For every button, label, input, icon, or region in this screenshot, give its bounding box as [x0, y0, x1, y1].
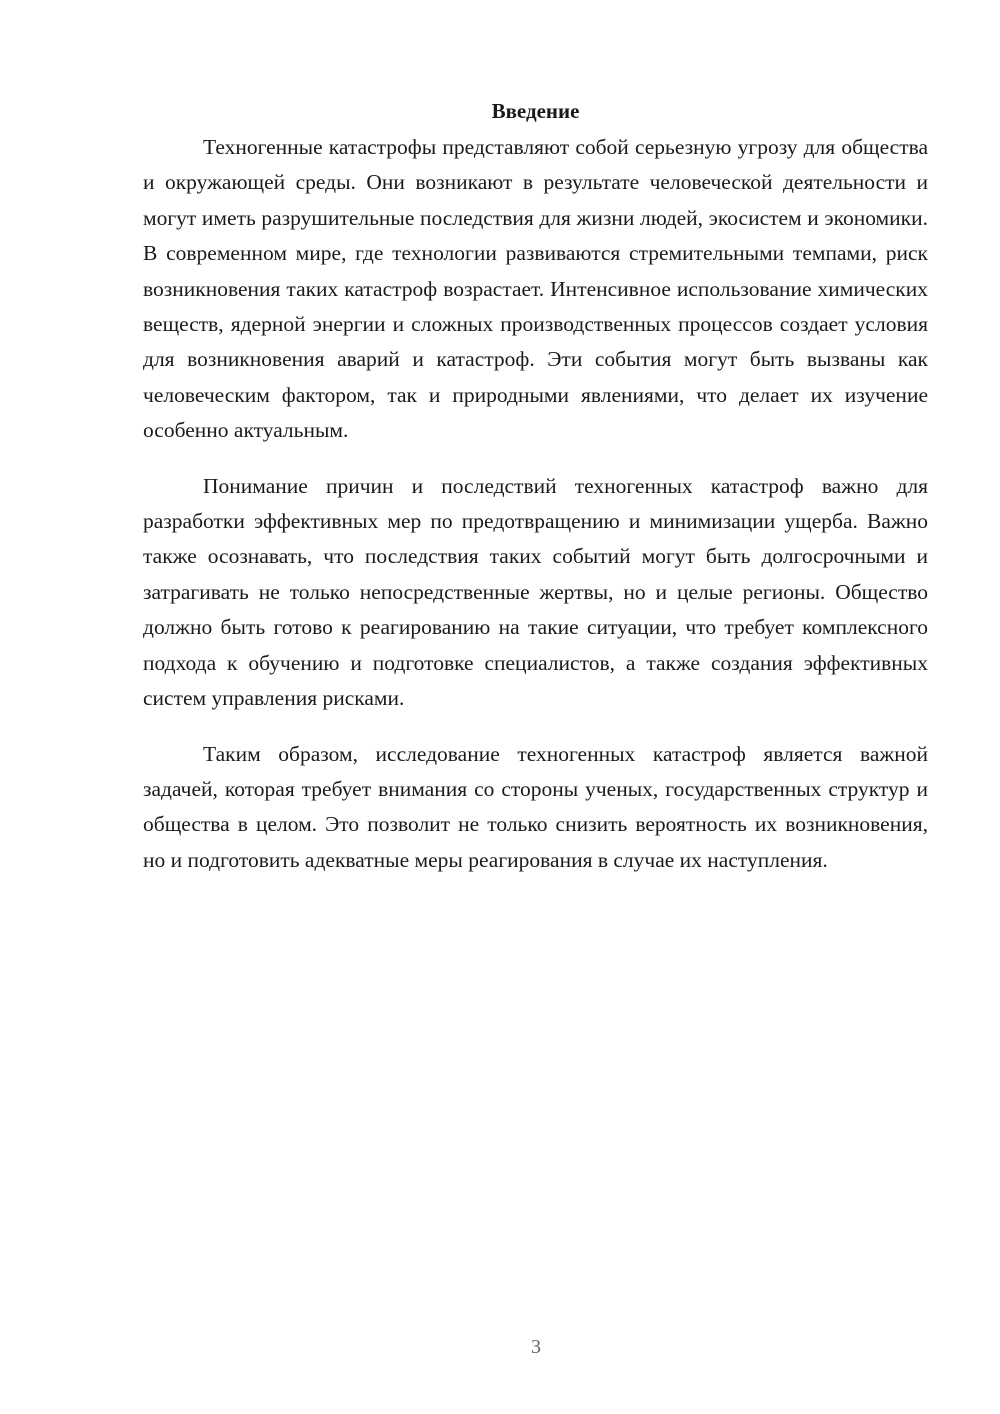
paragraph-1: Техногенные катастрофы представляют собой серьезную угрозу для общества и окружающей среды. Они возникают в результате человеческой деятельности и могут иметь разрушительные последствия для жизни людей, экосистем и экономики. В современном мире, где технологии развиваются стремительными темпами, риск возникновения таких катастроф возрастает. Интенсивное использование химических веществ, ядерной энергии и сложных производственных процессов создает условия для возникновения аварий и катастроф. Эти события могут быть вызваны как человеческим фактором, так и природными явлениями, что делает их изучение особенно актуальным.: [143, 135, 928, 443]
section-heading: Введение: [491, 99, 580, 123]
page-content: [143, 96, 928, 898]
paragraph-2: Понимание причин и последствий техногенных катастроф важно для разработки эффективных мер по предотвращению и минимизации ущерба. Важно также осознавать, что последствия таких событий могут быть долгосрочными и затрагивать не только непосредственные жертвы, но и целые регионы. Общество должно быть готово к реагированию на такие ситуации, что требует комплексного подхода к обучению и подготовке специалистов, а также создания эффективных систем управления рисками.: [143, 473, 928, 711]
page-number: 3: [531, 1336, 541, 1358]
paragraph-3: Таким образом, исследование техногенных катастроф является важной задачей, которая требует внимания со стороны ученых, государственных структур и общества в целом. Это позволит не только снизить вероятность их возникновения, но и подготовить адекватные меры реагирования в случае их наступления.: [143, 741, 928, 872]
